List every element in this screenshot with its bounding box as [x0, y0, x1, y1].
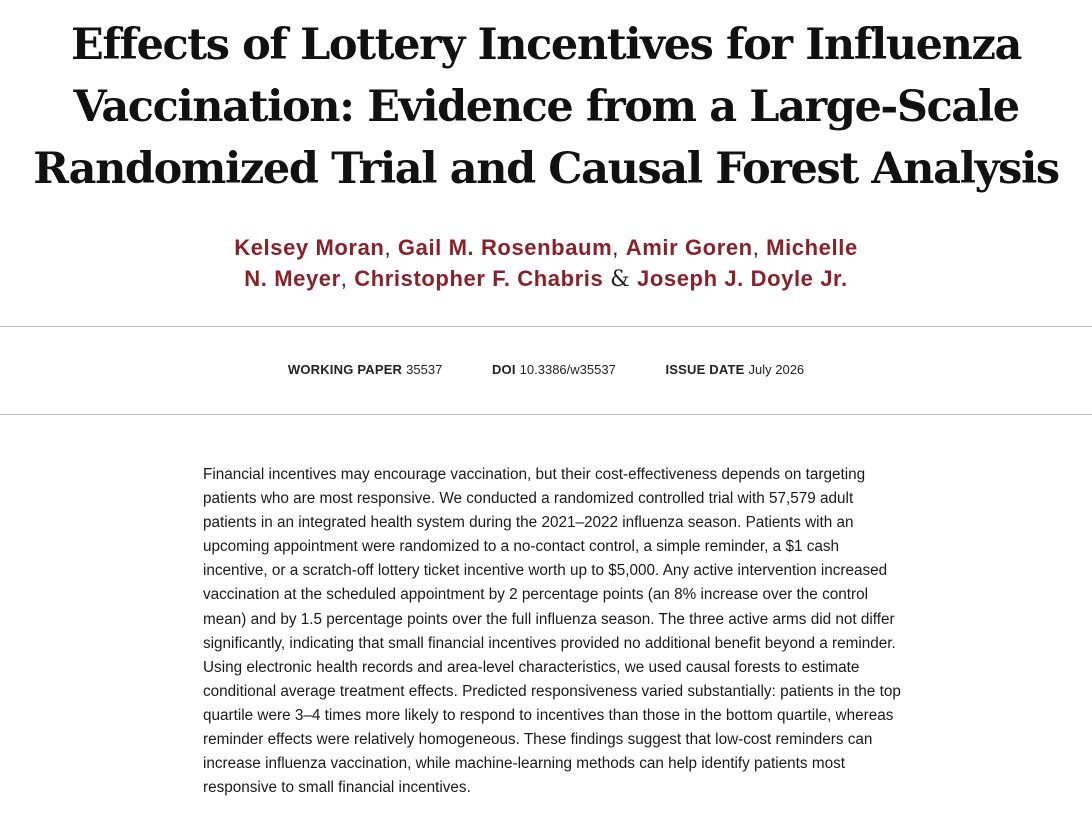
author-link-kelsey-moran[interactable]: Kelsey Moran	[234, 235, 385, 260]
author-separator: ,	[384, 235, 392, 260]
issue-date-value: July 2026	[748, 362, 805, 377]
author-link-michelle-meyer-last[interactable]: N. Meyer	[244, 266, 341, 291]
bottom-divider	[0, 414, 1092, 415]
author-list	[0, 232, 1092, 295]
paper-metadata	[0, 360, 1092, 380]
author-link-amir-goren[interactable]: Amir Goren	[625, 235, 753, 260]
working-paper-value: 35537	[406, 362, 443, 377]
doi-value: 10.3386/w35537	[519, 362, 616, 377]
top-divider	[0, 326, 1092, 327]
author-separator: ,	[340, 266, 348, 291]
author-link-christopher-chabris[interactable]: Christopher F. Chabris	[354, 266, 604, 291]
working-paper-number	[288, 360, 442, 380]
author-ampersand: &	[610, 267, 631, 292]
paper-title	[0, 14, 1092, 200]
issue-date-label: ISSUE DATE	[665, 362, 745, 377]
doi	[492, 360, 616, 380]
author-link-michelle-meyer-first[interactable]: Michelle	[766, 235, 858, 260]
doi-label: DOI	[491, 362, 516, 377]
abstract-text: Financial incentives may encourage vaccination, but their cost-effectiveness depends on targeting patients who are most responsive. We conducted a randomized controlled trial with 57,579 adult patients in an integrated health system during the 2021–2022 influenza season. Patients with an upcoming appointment were randomized to a no-contact control, a simple reminder, a $1 cash incentive, or a scratch-off lottery ticket incentive worth up to $5,000. Any active intervention increased vaccination at the scheduled appointment by 2 percentage points (an 8% increase over the control mean) and by 1.5 percentage points over the full influenza season. The three active arms did not differ significantly, indicating that small financial incentives provided no additional benefit beyond a reminder. Using electronic health records and area-level characteristics, we used causal forests to estimate conditional average treatment effects. Predicted responsiveness varied substantially: patients in the top quartile were 3–4 times more likely to respond to incentives than those in the bottom quartile, whereas reminder effects were relatively homogeneous. These findings suggest that low-cost reminders can increase influenza vaccination, while machine-learning methods can help identify patients most responsive to small financial incentives.	[203, 466, 901, 797]
author-line	[0, 232, 1092, 263]
author-line	[0, 263, 1092, 295]
author-separator: ,	[752, 235, 760, 260]
paper-title-line: Vaccination: Evidence from a Large-Scale	[73, 82, 1019, 132]
issue-date	[665, 360, 804, 380]
paper-title-line: Effects of Lottery Incentives for Influenza	[71, 20, 1021, 70]
author-separator: ,	[612, 235, 619, 260]
working-paper-label: WORKING PAPER	[287, 362, 403, 377]
author-link-joseph-doyle[interactable]: Joseph J. Doyle Jr.	[636, 266, 848, 291]
paper-title-line: Randomized Trial and Causal Forest Analysis	[33, 144, 1059, 194]
author-link-gail-rosenbaum[interactable]: Gail M. Rosenbaum	[397, 235, 613, 260]
